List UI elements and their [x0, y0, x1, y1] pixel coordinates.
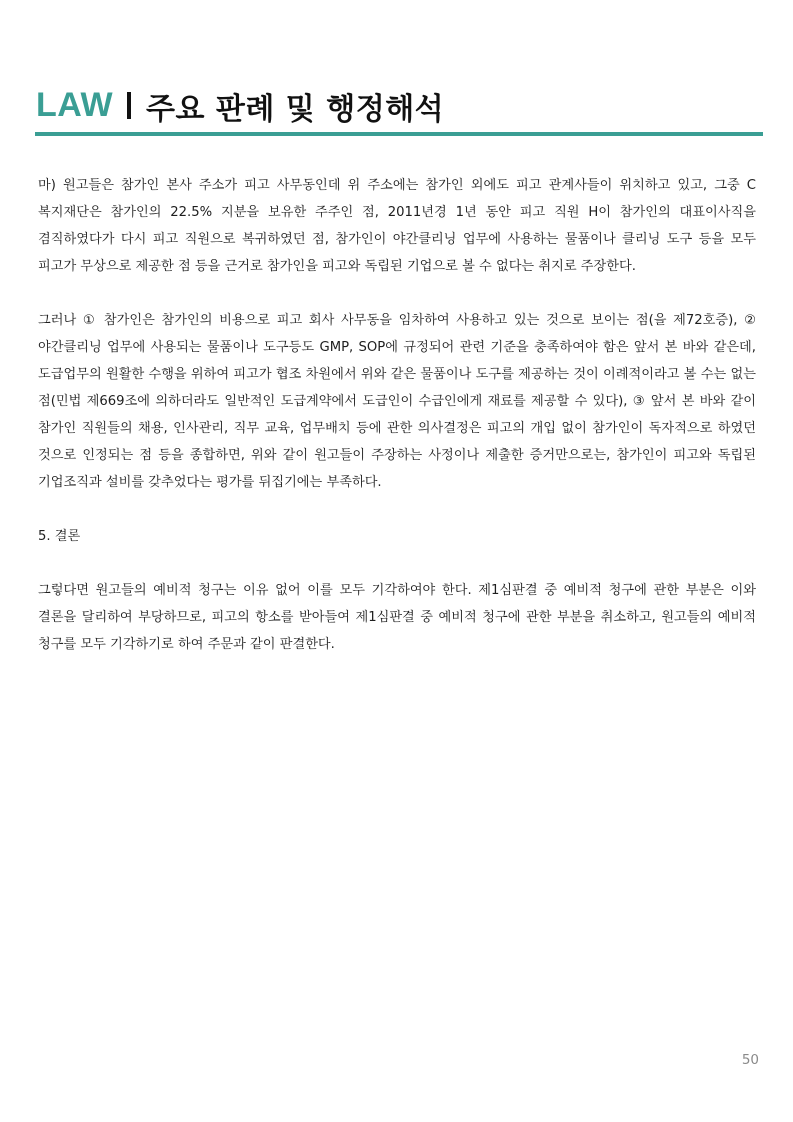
paragraph-conclusion: 그렇다면 원고들의 예비적 청구는 이유 없어 이를 모두 기각하여야 한다. 제1심판결 중 예비적 청구에 관한 부분은 이와 결론을 달리하여 부당하므로, 피고의 항소를 받아들여 제1심판결 중 예비적 청구에 관한 부분을 취소하고, 원고들의 예비적 청구를 모두 기각하기로 하여 주문과 같이 판결한다. — [38, 583, 756, 652]
section-label: LAW — [36, 86, 114, 124]
page-title: 주요 판례 및 행정해석 — [146, 92, 445, 127]
section-heading-conclusion: 5. 결론 — [38, 529, 81, 544]
page-number: 50 — [741, 1052, 759, 1068]
title-separator — [127, 92, 131, 119]
paragraph-rebuttal: 그러나 ① 참가인은 참가인의 비용으로 피고 회사 사무동을 임차하여 사용하고 있는 것으로 보이는 점(을 제72호증), ② 야간클리닝 업무에 사용되는 물품이나 도구등도 GMP, SOP에 규정되어 관련 기준을 충족하여야 함은 앞서 본 바와 같은데, 도급업무의 원활한 수행을 위하여 피고가 협조 차원에서 위와 같은 물품이나 도구를 제공하는 것이 이례적이라고 볼 수는 없는 점(민법 제669조에 의하더라도 일반적인 도급계약에서 도급인이 수급인에게 재료를 제공할 수 있다), ③ 앞서 본 바와 같이 참가인 직원들의 채용, 인사관리, 직무 교육, 업무배치 등에 관한 의사결정은 피고의 개입 없이 참가인이 독자적으로 하였던 것으로 인정되는 점 등을 종합하면, 위와 같이 원고들이 주장하는 사정이나 제출한 증거만으로는, 참가인이 피고와 독립된 기업조직과 설비를 갖추었다는 평가를 뒤집기에는 부족하다. — [38, 313, 756, 490]
document-body — [38, 172, 756, 685]
header-rule — [35, 132, 763, 136]
paragraph-claims: 마) 원고들은 참가인 본사 주소가 피고 사무동인데 위 주소에는 참가인 외에도 피고 관계사들이 위치하고 있고, 그중 C 복지재단은 참가인의 22.5% 지분을 보유한 주주인 점, 2011년경 1년 동안 피고 직원 H이 참가인의 대표이사직을 겸직하였다가 다시 피고 직원으로 복귀하였던 점, 참가인이 야간클리닝 업무에 사용하는 물품이나 클리닝 도구 등을 모두 피고가 무상으로 제공한 점 등을 근거로 참가인을 피고와 독립된 기업으로 볼 수 없다는 취지로 주장한다. — [38, 178, 756, 274]
page-header — [36, 82, 763, 132]
